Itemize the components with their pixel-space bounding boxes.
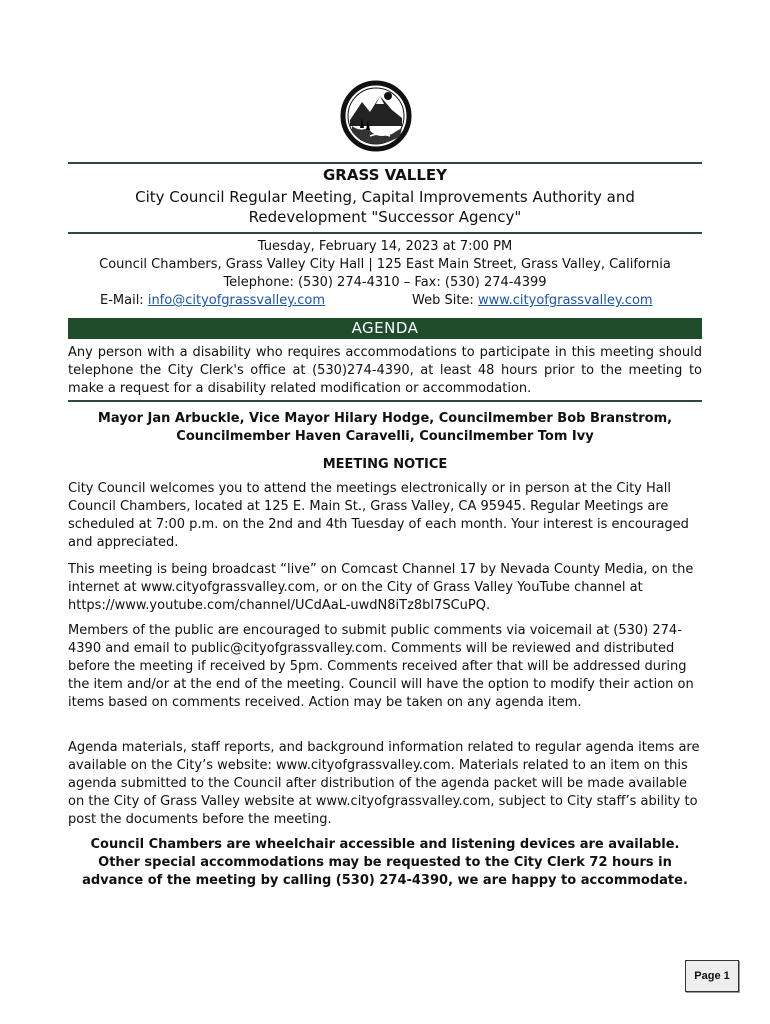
email-label: E-Mail: <box>100 293 148 308</box>
website-label: Web Site: <box>412 293 478 308</box>
meeting-date: Tuesday, February 14, 2023 at 7:00 PM <box>257 239 513 254</box>
website-row <box>412 292 653 310</box>
meeting-title-line2: Redevelopment "Successor Agency" <box>248 208 522 226</box>
website-link[interactable]: www.cityofgrassvalley.com <box>477 293 653 308</box>
council-line2: Councilmember Haven Caravelli, Councilmember Tom Ivy <box>176 429 594 444</box>
council-members <box>68 410 702 446</box>
accessibility-statement: Council Chambers are wheelchair accessible and listening devices are available. Other special accommodations may be requested to the City Clerk 72 hours in advance of the meeting by calling (530) 274-4390, we are happy to accommodate. <box>82 837 688 888</box>
header-rule-top <box>68 162 702 164</box>
disability-notice: Any person with a disability who requires accommodations to participate in this meeting should telephone the City Clerk's office at (530)274-4390, at least 48 hours prior to the meeting to make a request for a disability related modification or accommodation. <box>68 345 702 396</box>
agenda-banner: AGENDA <box>68 318 702 339</box>
notice-paragraph-3: Members of the public are encouraged to submit public comments via voicemail at (530) 274-4390 and email to public@cityofgrassvalley.com. Comments will be reviewed and distributed before the meeting if received by 5pm. Comments received after that will be addressed during the item and/or at the end of the meeting. Council will have the option to modify their action on items based on comments received. Action may be taken on any agenda item. <box>68 623 694 710</box>
meeting-title <box>60 187 710 227</box>
notice-rule <box>68 400 702 402</box>
council-line1: Mayor Jan Arbuckle, Vice Mayor Hilary Hodge, Councilmember Bob Branstrom, <box>97 411 673 426</box>
meeting-title-line1: City Council Regular Meeting, Capital Improvements Authority and <box>135 188 635 206</box>
notice-paragraph-4: Agenda materials, staff reports, and background information related to regular agenda items are available on the City’s website: www.cityofgrassvalley.com. Materials related to an item on this agenda submitted to the Council after distribution of the agenda packet will be made available on the City of Grass Valley website at www.cityofgrassvalley.com, subject to City staff’s ability to post the documents before the meeting. <box>68 740 700 827</box>
city-name: GRASS VALLEY <box>322 166 448 184</box>
notice-paragraph-1: City Council welcomes you to attend the meetings electronically or in person at the City Hall Council Chambers, located at 125 E. Main St., Grass Valley, CA 95945. Regular Meetings are scheduled at 7:00 p.m. on the 2nd and 4th Tuesday of each month. Your interest is encouraged and appreciated. <box>68 481 689 550</box>
page-number: Page 1 <box>685 960 739 992</box>
email-link[interactable]: info@cityofgrassvalley.com <box>147 293 326 308</box>
meeting-phone: Telephone: (530) 274-4310 – Fax: (530) 274-4399 <box>223 275 547 290</box>
notice-paragraph-2: This meeting is being broadcast “live” on Comcast Channel 17 by Nevada County Media, on the internet at www.cityofgrassvalley.com, or on the City of Grass Valley YouTube channel at https://www.youtube.com/channel/UCdAaL-uwdN8iTz8bl7SCuPQ. <box>68 562 694 613</box>
meeting-notice-heading: MEETING NOTICE <box>322 457 448 472</box>
city-seal-logo <box>340 74 412 160</box>
header-rule-mid <box>68 232 702 234</box>
meeting-location: Council Chambers, Grass Valley City Hall | 125 East Main Street, Grass Valley, California <box>99 257 671 272</box>
email-row <box>100 292 325 310</box>
